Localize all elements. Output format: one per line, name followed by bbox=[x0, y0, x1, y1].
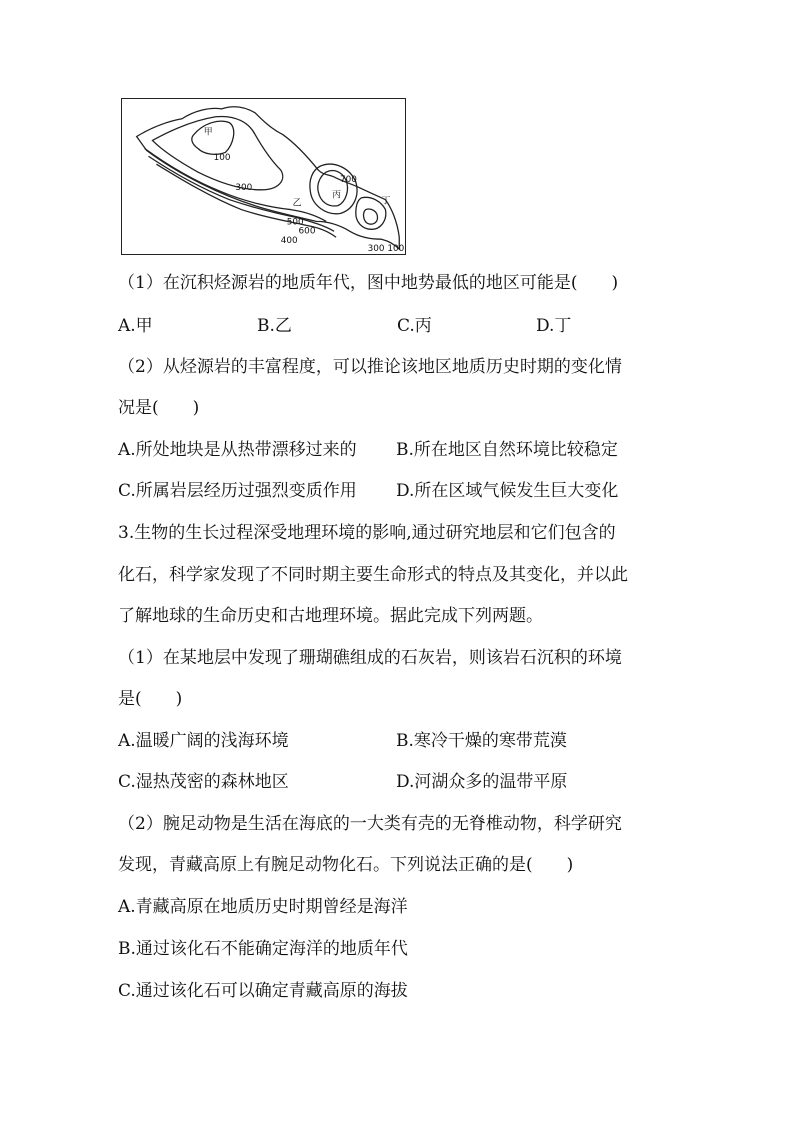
contour-label-700: 700 bbox=[340, 174, 357, 185]
q2-sub2-option-b: B.所在地区自然环境比较稳定 bbox=[396, 440, 618, 460]
region-label-ding: 丁 bbox=[381, 196, 391, 207]
contour-map-figure bbox=[121, 98, 406, 255]
q2-sub1-stem: （1）在沉积烃源岩的地质年代，图中地势最低的地区可能是( ) bbox=[118, 273, 619, 293]
region-label-bing: 丙 bbox=[332, 190, 341, 201]
q2-sub1-option-b: B.乙 bbox=[257, 316, 292, 336]
q3-intro-line3: 了解地球的生命历史和古地理环境。据此完成下列两题。 bbox=[118, 606, 543, 626]
q3-sub1-stem-line2: 是( ) bbox=[118, 689, 183, 709]
q2-sub2-option-a: A.所处地块是从热带漂移过来的 bbox=[118, 440, 357, 460]
q2-sub2-stem-line1: （2）从烃源岩的丰富程度，可以推论该地区地质历史时期的变化情 bbox=[118, 357, 622, 377]
q3-sub2-option-a: A.青藏高原在地质历史时期曾经是海洋 bbox=[118, 897, 408, 917]
q3-sub1-option-c: C.湿热茂密的森林地区 bbox=[118, 772, 289, 792]
region-label-jia: 甲 bbox=[203, 127, 213, 138]
contour-label-300b: 300 bbox=[367, 244, 385, 254]
q3-sub1-option-a: A.温暖广阔的浅海环境 bbox=[118, 731, 289, 751]
q3-sub2-stem-line1: （2）腕足动物是生活在海底的一大类有壳的无脊椎动物，科学研究 bbox=[118, 814, 622, 834]
q2-sub1-option-d: D.丁 bbox=[536, 316, 572, 336]
q2-sub1-option-a: A.甲 bbox=[118, 316, 153, 336]
contour-label-500: 500 bbox=[286, 217, 304, 228]
contour-map-svg bbox=[122, 99, 405, 254]
contour-label-400: 400 bbox=[280, 236, 298, 247]
q3-intro-line2: 化石，科学家发现了不同时期主要生命形式的特点及其变化，并以此 bbox=[118, 565, 628, 585]
q2-sub2-option-c: C.所属岩层经历过强烈变质作用 bbox=[118, 481, 357, 501]
q3-sub2-option-c: C.通过该化石可以确定青藏高原的海拔 bbox=[118, 981, 408, 1001]
q2-sub2-stem-line2: 况是( ) bbox=[118, 398, 200, 418]
q3-intro-line1: 3.生物的生长过程深受地理环境的影响,通过研究地层和它们包含的 bbox=[118, 523, 616, 543]
q2-sub2-option-d: D.所在区域气候发生巨大变化 bbox=[396, 481, 619, 501]
q3-sub1-option-d: D.河湖众多的温带平原 bbox=[396, 772, 568, 792]
q2-sub1-option-c: C.丙 bbox=[397, 316, 432, 336]
q3-sub2-stem-line2: 发现，青藏高原上有腕足动物化石。下列说法正确的是( ) bbox=[118, 855, 574, 875]
contour-label-300: 300 bbox=[235, 182, 253, 193]
q3-sub1-stem-line1: （1）在某地层中发现了珊瑚礁组成的石灰岩，则该岩石沉积的环境 bbox=[118, 648, 622, 668]
contour-label-100b: 100 bbox=[387, 244, 405, 254]
contour-label-100: 100 bbox=[213, 153, 231, 164]
q3-sub2-option-b: B.通过该化石不能确定海洋的地质年代 bbox=[118, 939, 408, 959]
q3-sub1-option-b: B.寒冷干燥的寒带荒漠 bbox=[396, 731, 567, 751]
contour-label-600: 600 bbox=[298, 226, 316, 237]
region-label-yi: 乙 bbox=[292, 198, 302, 209]
